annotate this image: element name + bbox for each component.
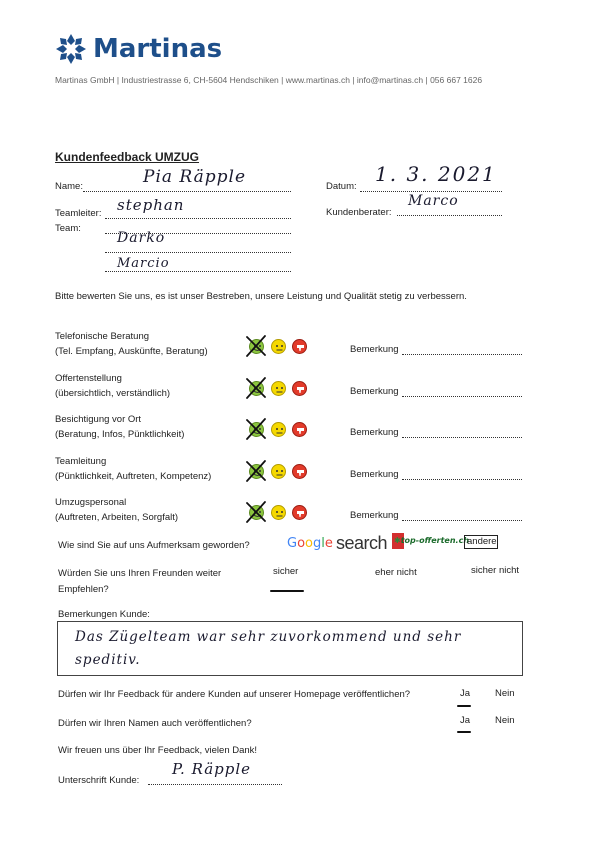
recommend-option-sicher[interactable]: sicher bbox=[273, 566, 299, 577]
source-question: Wie sind Sie auf uns Aufmerksam geworden? bbox=[58, 540, 250, 551]
remark-line[interactable] bbox=[402, 479, 522, 480]
teamleiter-line bbox=[105, 218, 291, 219]
rating-title: Offertenstellung bbox=[55, 373, 122, 384]
rating-subtitle: (übersichtlich, verständlich) bbox=[55, 388, 171, 399]
source-option-google[interactable]: Google bbox=[287, 536, 333, 551]
logo bbox=[55, 33, 255, 67]
name-value[interactable]: Pia Räpple bbox=[143, 167, 247, 187]
consent-q1-selected-mark bbox=[457, 705, 471, 707]
datum-label: Datum: bbox=[326, 181, 357, 192]
rating-subtitle: (Tel. Empfang, Auskünfte, Beratung) bbox=[55, 346, 208, 357]
teamleiter-label: Teamleiter: bbox=[55, 208, 102, 219]
datum-value[interactable]: 1. 3. 2021 bbox=[375, 162, 497, 186]
comments-line-2: speditiv. bbox=[75, 652, 141, 668]
rating-title: Telefonische Beratung bbox=[55, 331, 150, 342]
source-option-andere[interactable] bbox=[464, 535, 498, 549]
selected-cross-icon bbox=[244, 334, 268, 358]
name-label: Name: bbox=[55, 181, 83, 192]
rating-title: Teamleitung bbox=[55, 456, 107, 467]
remark-line[interactable] bbox=[402, 437, 522, 438]
smiley-neutral-icon[interactable] bbox=[271, 505, 286, 520]
consent-q2-selected-mark bbox=[457, 731, 471, 733]
signature-value[interactable]: P. Räpple bbox=[172, 760, 252, 778]
smiley-neutral-icon[interactable] bbox=[271, 339, 286, 354]
team-member-2[interactable]: Marcio bbox=[117, 256, 170, 271]
thumbs-down-icon[interactable] bbox=[292, 505, 307, 520]
team-line-3 bbox=[105, 271, 291, 272]
consent-q2-no[interactable]: Nein bbox=[495, 715, 515, 726]
consent-question-2: Dürfen wir Ihren Namen auch veröffentlichen? bbox=[58, 718, 252, 729]
recommend-question-line2: Empfehlen? bbox=[58, 584, 109, 595]
remark-label: Bemerkung bbox=[350, 344, 399, 355]
consent-q2-yes[interactable]: Ja bbox=[460, 715, 471, 726]
rating-subtitle: (Pünktlichkeit, Auftreten, Kompetenz) bbox=[55, 471, 212, 482]
selected-cross-icon bbox=[244, 459, 268, 483]
teamleiter-value[interactable]: stephan bbox=[117, 196, 185, 214]
recommend-question-line1: Würden Sie uns Ihren Freunden weiter bbox=[58, 568, 222, 579]
consent-q1-yes[interactable]: Ja bbox=[460, 688, 471, 699]
logo-text: Martinas bbox=[93, 34, 223, 64]
remark-line[interactable] bbox=[402, 520, 522, 521]
name-line bbox=[83, 191, 291, 192]
kundenberater-line bbox=[397, 215, 502, 216]
top-offerten-label: top-offerten.ch bbox=[400, 536, 470, 545]
logo-mark-icon bbox=[55, 33, 87, 65]
team-label: Team: bbox=[55, 223, 81, 234]
comments-line-1: Das Zügelteam war sehr zuvorkommend und sehr bbox=[75, 629, 462, 645]
datum-line bbox=[360, 191, 502, 192]
kundenberater-label: Kundenberater: bbox=[326, 207, 392, 218]
contact-line: Martinas GmbH | Industriestrasse 6, CH-5604 Hendschiken | www.martinas.ch | info@martinas.ch | 056 667 1626 bbox=[55, 75, 483, 85]
andere-label: andere bbox=[467, 536, 497, 547]
thumbs-down-icon[interactable] bbox=[292, 422, 307, 437]
remark-label: Bemerkung bbox=[350, 469, 399, 480]
signature-label: Unterschrift Kunde: bbox=[58, 775, 140, 786]
kundenberater-value[interactable]: Marco bbox=[408, 193, 459, 209]
remark-line[interactable] bbox=[402, 354, 522, 355]
smiley-neutral-icon[interactable] bbox=[271, 422, 286, 437]
selected-cross-icon bbox=[244, 376, 268, 400]
comments-label: Bemerkungen Kunde: bbox=[58, 609, 150, 620]
recommend-option-eher-nicht[interactable]: eher nicht bbox=[375, 567, 417, 578]
rating-title: Umzugspersonal bbox=[55, 497, 127, 508]
rating-title: Besichtigung vor Ort bbox=[55, 414, 142, 425]
form-title: Kundenfeedback UMZUG bbox=[55, 150, 200, 164]
remark-label: Bemerkung bbox=[350, 386, 399, 397]
team-member-1[interactable]: Darko bbox=[117, 230, 166, 246]
rating-subtitle: (Auftreten, Arbeiten, Sorgfalt) bbox=[55, 512, 179, 523]
team-line-2 bbox=[105, 252, 291, 253]
search-label: search bbox=[336, 533, 388, 553]
smiley-neutral-icon[interactable] bbox=[271, 381, 286, 396]
remark-label: Bemerkung bbox=[350, 427, 399, 438]
remark-label: Bemerkung bbox=[350, 510, 399, 521]
rating-subtitle: (Beratung, Infos, Pünktlichkeit) bbox=[55, 429, 185, 440]
selected-cross-icon bbox=[244, 500, 268, 524]
recommend-option-sicher-nicht[interactable]: sicher nicht bbox=[471, 565, 520, 576]
thanks-text: Wir freuen uns über Ihr Feedback, vielen Dank! bbox=[58, 745, 258, 756]
thumbs-down-icon[interactable] bbox=[292, 381, 307, 396]
signature-line bbox=[148, 784, 282, 785]
star-icon: ✱ bbox=[394, 536, 401, 545]
comments-box[interactable] bbox=[57, 621, 523, 676]
remark-line[interactable] bbox=[402, 396, 522, 397]
recommend-selected-mark bbox=[270, 590, 304, 592]
thumbs-down-icon[interactable] bbox=[292, 464, 307, 479]
consent-question-1: Dürfen wir Ihr Feedback für andere Kunden auf unserer Homepage veröffentlichen? bbox=[58, 689, 411, 700]
source-option-top-offerten[interactable] bbox=[394, 536, 469, 545]
thumbs-down-icon[interactable] bbox=[292, 339, 307, 354]
smiley-neutral-icon[interactable] bbox=[271, 464, 286, 479]
consent-q1-no[interactable]: Nein bbox=[495, 688, 515, 699]
selected-cross-icon bbox=[244, 417, 268, 441]
intro-text: Bitte bewerten Sie uns, es ist unser Bestreben, unsere Leistung und Qualität stetig zu verbessern. bbox=[55, 291, 467, 302]
